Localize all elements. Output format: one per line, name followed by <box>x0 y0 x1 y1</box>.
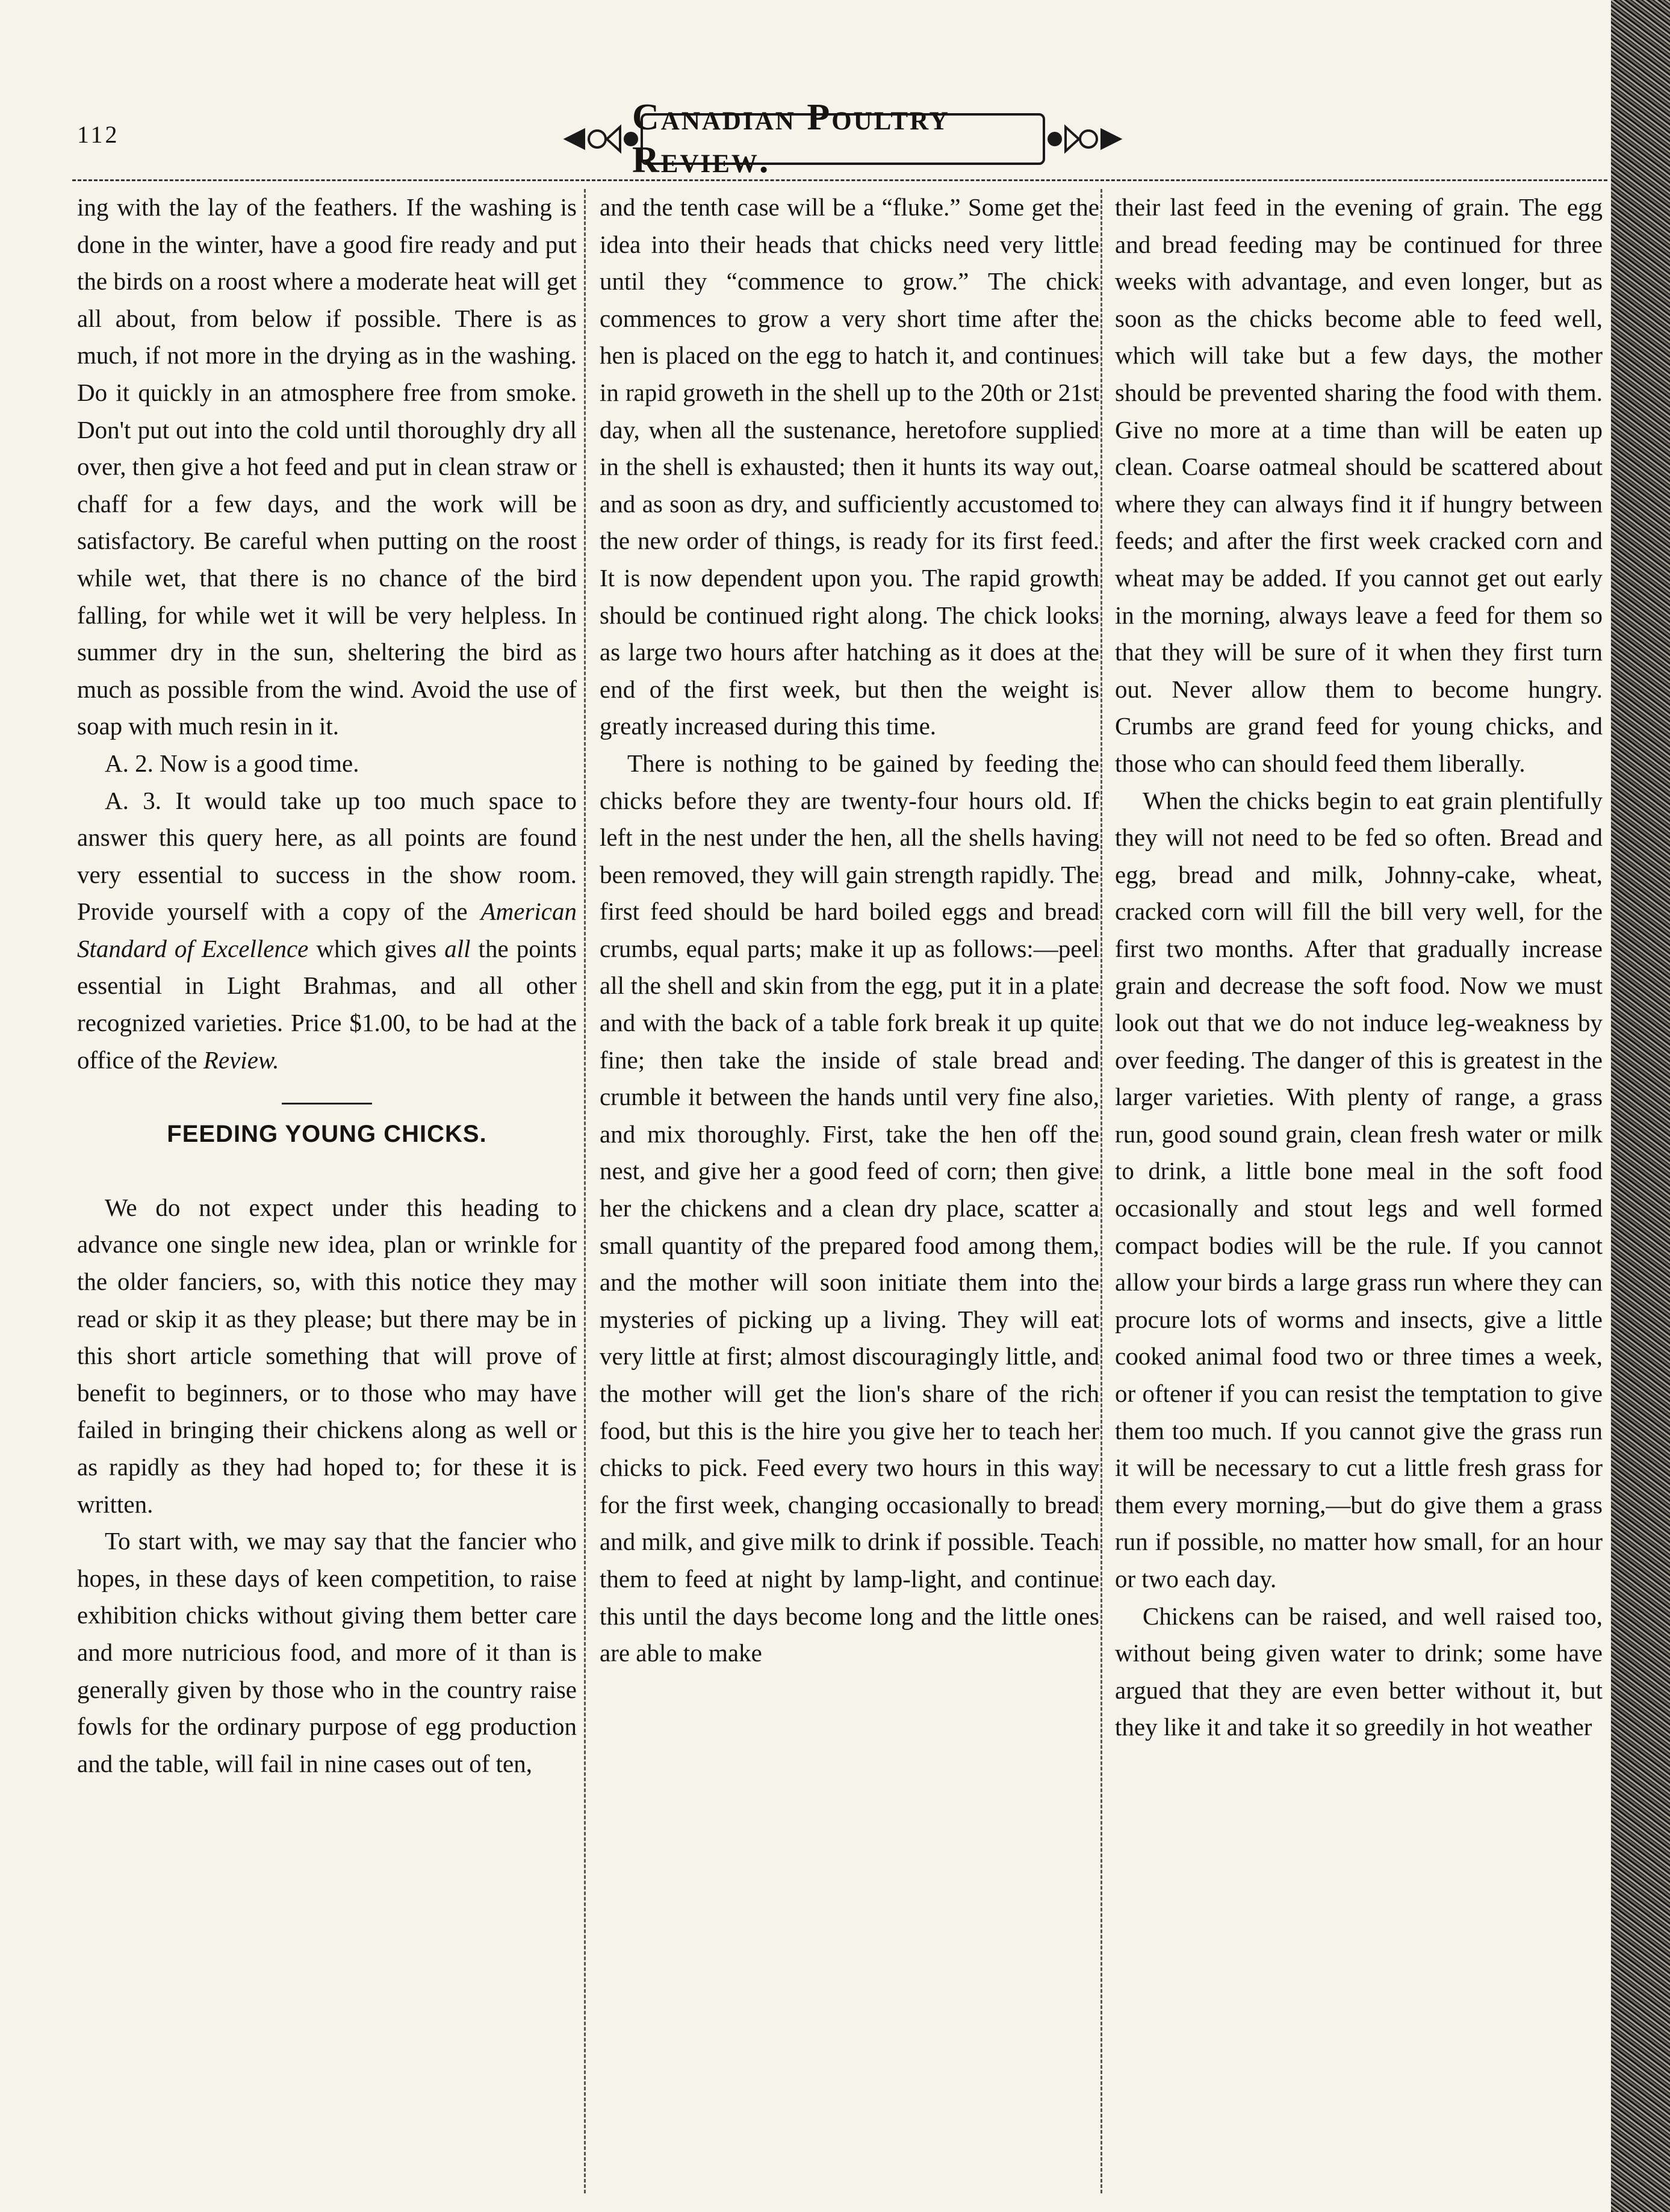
emphasis: all <box>444 934 471 962</box>
column-divider <box>1100 189 1102 2193</box>
paragraph <box>77 782 577 1079</box>
paragraph: To start with, we may say that the fancier who hopes, in these days of keen competition, to raise exhibition chicks without giving them better care and more nutricious food, and more of it than is generally given by those who in the country raise fowls for the ordinary purpose of egg production and the table, will fail in nine cases out of ten, <box>77 1527 577 1777</box>
text-run: the points essential in Light Brahmas, and all other recognized varieties. Price $1.00, to be had at the office of the <box>77 934 577 1074</box>
paragraph: We do not expect under this heading to advance one single new idea, plan or wrinkle for the older fanciers, so, with this notice they may read or skip it as they please; but there may be in this short article something that will prove of benefit to beginners, or to those who may have failed in bringing their chickens along as well or as rapidly as they had hoped to; for these it is written. <box>77 1193 577 1518</box>
paragraph: Chickens can be raised, and well raised too, without being given water to drink; some have argued that they are even better without it, but they like it and take it so greedily in hot weather <box>1115 1602 1603 1741</box>
column-divider <box>584 189 586 2193</box>
text-run: which gives <box>308 934 445 962</box>
column-3 <box>1115 189 1603 1746</box>
paragraph: A. 2. Now is a good time. <box>105 749 359 777</box>
binding-edge <box>1611 0 1670 2212</box>
text-run: A. 3. It would take up too much space to answer this query here, as all points are found very essential to success in the show room. Provide yourself with a copy of the <box>77 786 577 926</box>
section-heading: FEEDING YOUNG CHICKS. <box>77 1116 577 1153</box>
paragraph: ing with the lay of the feathers. If the washing is done in the winter, have a good fire ready and put the birds on a roost where a moderate heat will get all about, from below if possible. There is as much, if not more in the drying as in the washing. Do it quickly in an atmosphere free from smoke. Don't put out into the cold until thoroughly dry all over, then give a hot feed and put in clean straw or chaff for a few days, and the work will be satisfactory. Be careful when putting on the roost while wet, that there is no chance of the bird falling, for while wet it will be very helpless. In summer dry in the sun, sheltering the bird as much as possible from the wind. Avoid the use of soap with much resin in it. <box>77 193 577 740</box>
masthead <box>560 97 1126 181</box>
publication-name: Review. <box>203 1046 279 1074</box>
masthead-title: Canadian Poultry Review. <box>632 97 950 181</box>
column-2 <box>600 189 1099 1672</box>
book-title: American Standard of Excellence <box>77 897 577 962</box>
header-rule <box>72 179 1607 181</box>
page-number: 112 <box>77 121 120 148</box>
column-1 <box>77 189 577 1782</box>
paragraph: When the chicks begin to eat grain plentifully they will not need to be fed so often. Bread and egg, bread and milk, Johnny-cake, wheat, cracked corn will fill the bill very well, for the first two months. After that gradually increase grain and decrease the soft food. Now we must look out that we do not induce leg-weakness by over feeding. The danger of this is greatest in the larger varieties. With plenty of range, a grass run, good sound grain, clean fresh water or milk to drink, a little bone meal in the soft food occasionally and stout legs and well formed compact bodies will be the rule. If you cannot allow your birds a large grass run where they can procure lots of worms and insects, give a little cooked animal food two or three times a week, or oftener if you can resist the temptation to give them too much. If you cannot give the grass run it will be necessary to cut a little fresh grass for them every morning,—but do give them a grass run if possible, no matter how small, for an hour or two each day. <box>1115 786 1603 1593</box>
paragraph: There is nothing to be gained by feeding the chicks before they are twenty-four hours old. If left in the nest under the hen, all the shells having been removed, they will gain strength rapidly. The first feed should be hard boiled eggs and bread crumbs, equal parts; make it up as follows:—peel all the shell and skin from the egg, put it in a plate and with the back of a table fork break it up quite fine; then take the inside of stale bread and crumble it between the hands until very fine also, and mix thoroughly. First, take the hen off the nest, and give her a good feed of corn; then give her the chickens and a clean dry place, scatter a small quantity of the prepared food among them, and the mother will soon initiate them into the mysteries of picking up a living. They will eat very little at first; almost discouragingly little, and the mother will get the lion's share of the rich food, but this is the hire you give her to teach her chicks to pick. Feed every two hours in this way for the first week, changing occasionally to bread and milk, and give milk to drink if possible. Teach them to feed at night by lamp-light, and continue this until the days become long and the little ones are able to make <box>600 749 1099 1667</box>
paragraph: and the tenth case will be a “fluke.” Some get the idea into their heads that chicks need very little until they “commence to grow.” The chick commences to grow a very short time after the hen is placed on the egg to hatch it, and continues in rapid groweth in the shell up to the 20th or 21st day, when all the sustenance, heretofore supplied in the shell is exhausted; then it hunts its way out, and as soon as dry, and sufficiently accustomed to the new order of things, is ready for its first feed. It is now dependent upon you. The rapid growth should be continued right along. The chick looks as large two hours after hatching as it does at the end of the first week, but then the weight is greatly increased during this time. <box>600 193 1099 740</box>
paragraph: their last feed in the evening of grain. The egg and bread feeding may be continued for three weeks with advantage, and even longer, but as soon as the chicks become able to feed well, which will take but a few days, the mother should be prevented sharing the food with them. Give no more at a time than will be eaten up clean. Coarse oatmeal should be scattered about where they can always find it if hungry between feeds; and after the first week cracked corn and wheat may be added. If you cannot get out early in the morning, always leave a feed for them so that they will be sure of it when they first turn out. Never allow them to become hungry. Crumbs are grand feed for young chicks, and those who can should feed them liberally. <box>1115 193 1603 777</box>
